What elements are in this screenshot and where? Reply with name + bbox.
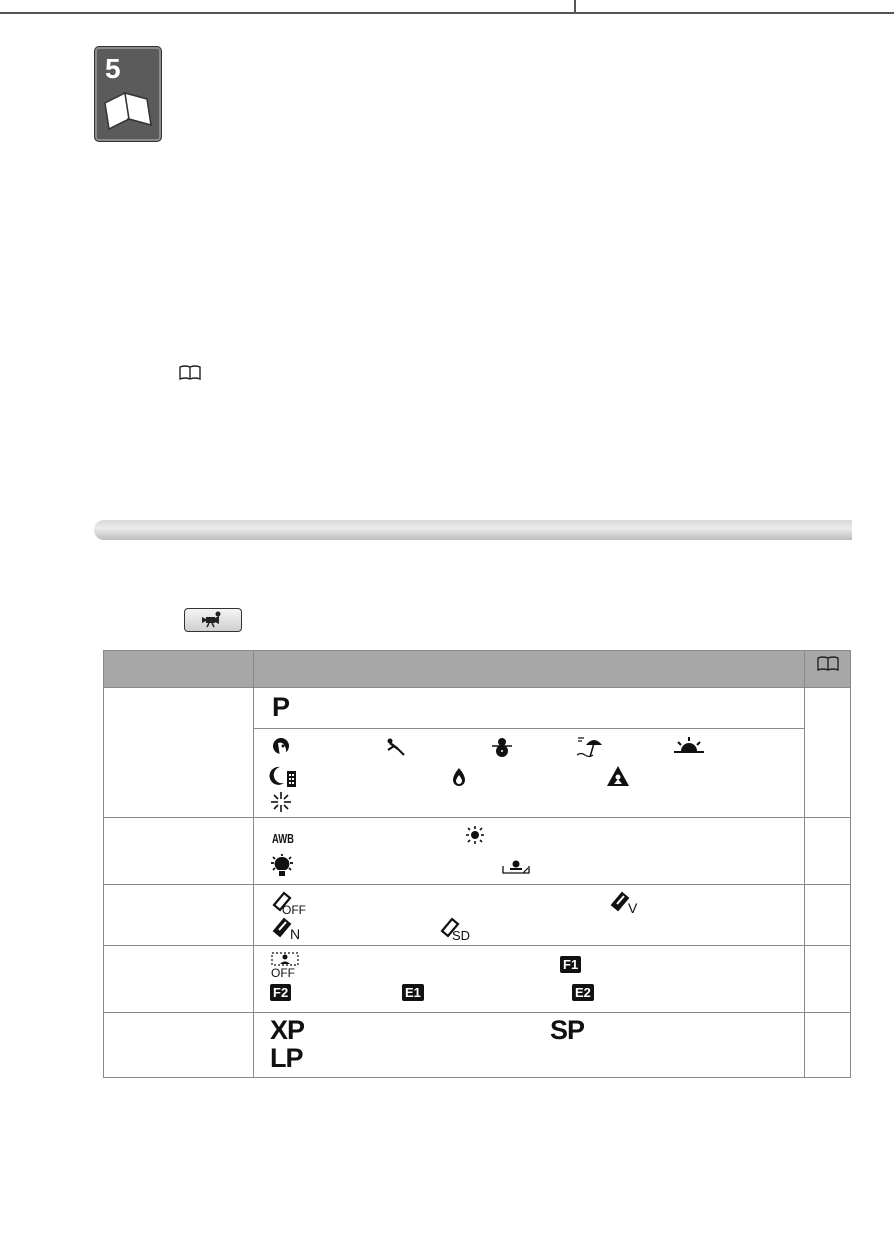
spotlight-icon	[450, 767, 468, 787]
settings-table	[103, 650, 851, 1078]
tungsten-icon	[270, 854, 294, 878]
portrait-icon	[270, 737, 294, 759]
table-row	[104, 946, 851, 1013]
snow-icon	[490, 736, 514, 758]
table-header	[104, 651, 851, 688]
top-rule	[0, 12, 894, 14]
book-icon	[178, 364, 202, 382]
row-options-cell	[254, 688, 805, 818]
svg-text:AWB: AWB	[272, 831, 294, 846]
row-label-cell	[104, 885, 254, 946]
chapter-badge	[94, 46, 162, 142]
table-row	[104, 818, 851, 885]
header-cell-options	[254, 651, 805, 688]
chapter-number: 5	[105, 53, 120, 84]
row-options-cell	[254, 885, 805, 946]
fireworks-icon	[270, 791, 292, 813]
svg-text:V: V	[628, 900, 638, 916]
digital-effect-off-icon	[270, 952, 304, 978]
fade-1-icon: F1	[560, 956, 581, 973]
top-rule-tick	[574, 0, 576, 14]
camera-mode-button	[184, 608, 242, 632]
sunset-icon	[674, 737, 704, 755]
header-cell-page	[805, 651, 851, 688]
daylight-icon	[466, 826, 484, 844]
row-page-cell	[805, 688, 851, 818]
sp-mode-icon: SP	[550, 1015, 585, 1045]
low-light-icon	[606, 765, 630, 787]
effect-2-icon: E2	[572, 984, 594, 1001]
row-label-cell	[104, 1013, 254, 1078]
row-options-cell	[254, 818, 805, 885]
row-label-cell	[104, 818, 254, 885]
camera-mode-icon	[202, 611, 224, 627]
svg-text:OFF: OFF	[282, 903, 306, 917]
table-row	[104, 1013, 851, 1078]
neutral-icon	[270, 917, 304, 941]
svg-text:OFF: OFF	[271, 966, 295, 980]
row-page-cell	[805, 818, 851, 885]
row-page-cell	[805, 885, 851, 946]
table-row	[104, 688, 851, 818]
svg-text:N: N	[290, 926, 301, 942]
fade-2-icon: F2	[270, 984, 291, 1001]
row-page-cell	[805, 1013, 851, 1078]
awb-icon	[272, 828, 294, 846]
open-book-icon	[101, 89, 155, 131]
effect-1-icon: E1	[402, 984, 424, 1001]
table-row	[104, 885, 851, 946]
row-label-cell	[104, 688, 254, 818]
low-sharpening-icon	[438, 917, 478, 941]
xp-mode-icon: XP	[270, 1015, 305, 1045]
program-ae-icon: P	[272, 692, 290, 722]
row-page-cell	[805, 946, 851, 1013]
header-cell-function	[104, 651, 254, 688]
lp-mode-icon: LP	[270, 1043, 303, 1073]
row-options-cell	[254, 1013, 805, 1078]
svg-text:SD: SD	[452, 928, 471, 943]
custom-wb-icon	[502, 858, 530, 876]
night-icon	[270, 765, 298, 789]
beach-icon	[576, 735, 604, 759]
sports-icon	[384, 737, 408, 757]
row-label-cell	[104, 946, 254, 1013]
vivid-icon	[608, 891, 642, 915]
row-options-cell	[254, 946, 805, 1013]
effect-off-icon	[270, 891, 310, 915]
book-icon	[816, 655, 840, 673]
section-bar	[94, 520, 852, 540]
